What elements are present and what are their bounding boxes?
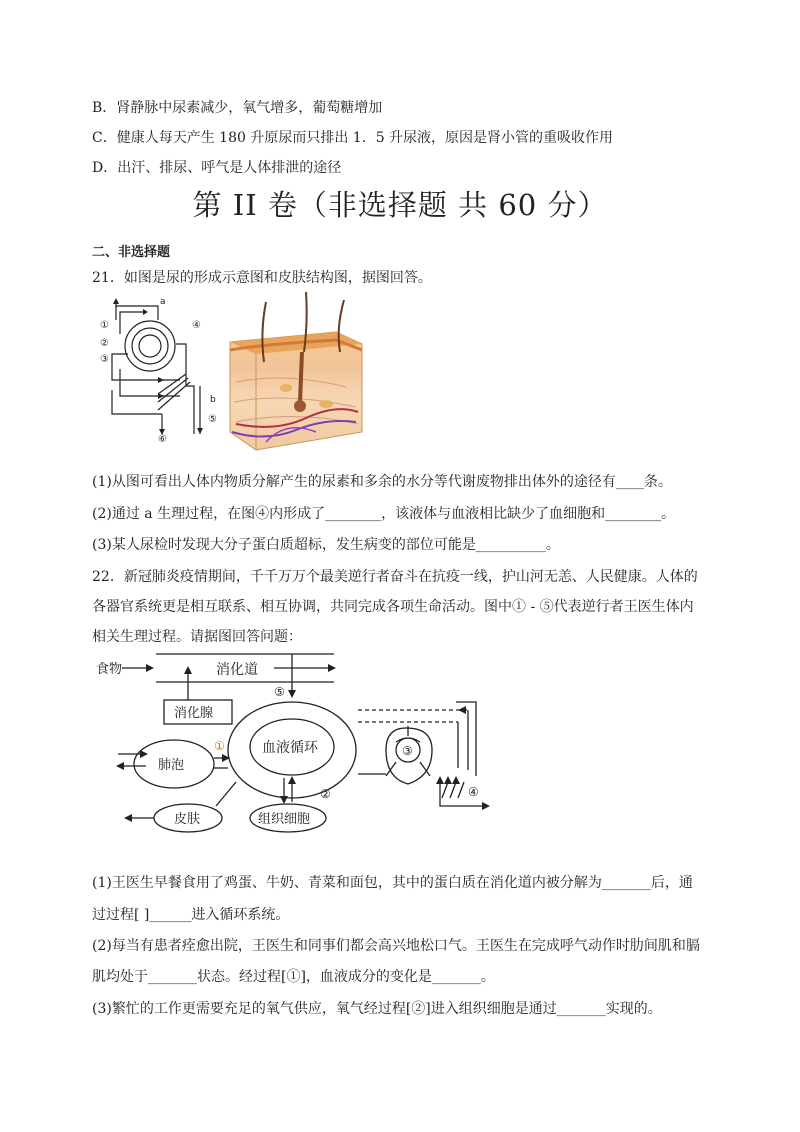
nephron-label-3: ③ [100,354,109,365]
q22-sub2-line2: 肌均处于_______状态。经过程[①]，血液成分的变化是_______。 [92,969,495,985]
flow-label-alveoli: 肺泡 [158,758,185,773]
nephron-label-b: b [210,395,216,405]
section-heading: 二、非选择题 [92,245,171,260]
flow-label-digestive-tract: 消化道 [216,662,258,678]
q22-sub1-line2: 过过程[ ]______进入循环系统。 [92,907,290,923]
physiology-flow-diagram [96,650,506,840]
nephron-label-2: ② [100,338,109,349]
flow-label-3: ③ [402,744,413,758]
q21-sub2: (2)通过 a 生理过程，在图④内形成了________，该液体与血液相比缺少了血细胞和________。 [92,506,676,522]
q21-sub1: (1)从图可看出人体内物质分解产生的尿素和多余的水分等代谢废物排出体外的途径有____条。 [92,474,672,490]
section-title: 第 II 卷（非选择题 共 60 分） [192,188,608,222]
q22-sub3: (3)繁忙的工作更需要充足的氧气供应，氧气经过程[②]进入组织细胞是通过_______实现的。 [92,1001,662,1017]
flow-label-skin: 皮肤 [174,812,201,827]
choice-c: C．健康人每天产生 180 升原尿而只排出 1．5 升尿液，原因是肾小管的重吸收作用 [92,130,614,146]
choice-b: B．肾静脉中尿素减少，氧气增多，葡萄糖增加 [92,100,383,116]
nephron-label-5: ⑤ [208,414,217,425]
q22-stem-line3: 相关生理过程。请据图回答问题： [92,629,302,645]
nephron-diagram [98,294,226,446]
flow-label-food: 食物 [96,662,123,677]
flow-label-5: ⑤ [274,685,285,699]
flow-label-digestive-gland: 消化腺 [174,706,214,721]
q22-stem-line1: 22．新冠肺炎疫情期间，千千万万个最美逆行者奋斗在抗疫一线，护山河无恙、人民健康。人体的 [92,569,698,585]
flow-label-4: ④ [468,785,479,799]
nephron-label-6: ⑥ [158,434,167,445]
q22-sub1-line1: (1)王医生早餐食用了鸡蛋、牛奶、青菜和面包，其中的蛋白质在消化道内被分解为_______后，通 [92,875,693,891]
flow-label-1: ① [214,739,225,753]
q21-sub3: (3)某人尿检时发现大分子蛋白质超标，发生病变的部位可能是__________。 [92,537,560,553]
q21-stem: 21．如图是尿的形成示意图和皮肤结构图，据图回答。 [92,270,432,286]
flow-label-tissue-cells: 组织细胞 [258,812,311,827]
nephron-label-a: a [160,297,166,307]
q22-stem-line2: 各器官系统更是相互联系、相互协调，共同完成各项生命活动。图中① - ⑤代表逆行者王医生体内 [92,599,694,615]
flow-label-circulation: 血液循环 [262,740,318,756]
q22-sub2-line1: (2)每当有患者痊愈出院，王医生和同事们都会高兴地松口气。王医生在完成呼气动作时肋间肌和膈 [92,938,700,954]
nephron-label-1: ① [100,320,109,331]
choice-d: D．出汗、排尿、呼气是人体排泄的途径 [92,160,342,176]
flow-label-2: ② [320,787,331,801]
skin-structure-image [226,292,366,452]
nephron-label-4: ④ [192,320,201,331]
